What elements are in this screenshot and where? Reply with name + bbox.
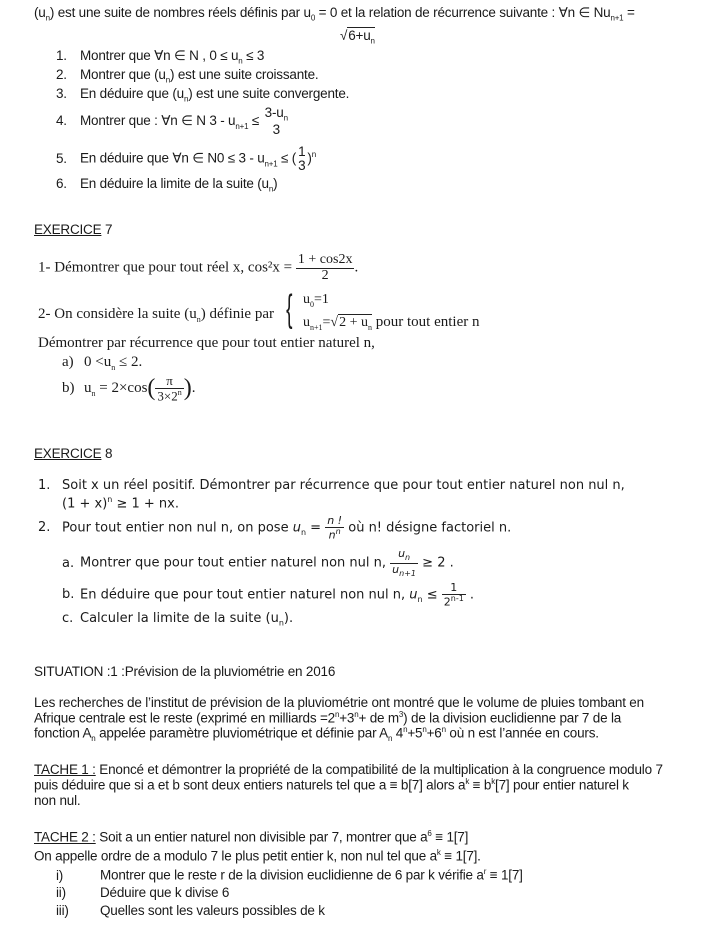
ex7-item-a <box>62 354 142 372</box>
text: u <box>409 587 418 603</box>
superscript: 3 <box>398 710 404 719</box>
text: = <box>306 520 326 536</box>
text: En déduire que pour tout entier naturel non nul n, <box>80 587 410 603</box>
subscript: n+1 <box>399 568 417 578</box>
tache1-line-2 <box>34 777 629 793</box>
numerator: 1 <box>442 582 466 595</box>
text: Calculer la limite de la suite (u <box>80 611 279 626</box>
ex7-title <box>34 222 112 237</box>
item-label: a. <box>62 555 75 571</box>
item-number: 2. <box>38 520 51 536</box>
subscript: n <box>165 75 170 85</box>
superscript: n <box>403 725 408 734</box>
denominator <box>442 595 466 608</box>
tache2-item-iii <box>56 903 325 918</box>
subscript: n <box>278 618 284 628</box>
text: =1 <box>314 292 329 307</box>
denominator: 2 <box>321 267 329 283</box>
text: ≡ 1[7]. <box>440 848 481 864</box>
intro-item-4 <box>56 106 290 137</box>
denominator: 3 <box>298 158 306 174</box>
text: ) <box>307 150 312 166</box>
intro-item-6 <box>56 176 277 194</box>
text: (1 + x) <box>62 496 108 512</box>
text: ). <box>283 611 294 626</box>
ex7-system-line-1 <box>303 292 329 309</box>
text: + de m <box>358 710 399 726</box>
text: . <box>465 587 475 603</box>
ex7-item-b: b) $u_n = 2\times\cos$( $\frac{\pi}{3\times 2^n}$ ). <box>62 373 196 403</box>
item-label: iii) <box>56 903 69 918</box>
subscript: n <box>368 322 373 332</box>
superscript: n <box>335 526 341 536</box>
text: puis déduire que si a et b sont deux entiers naturels tel que a ≡ b[7] alors a <box>34 777 466 793</box>
intro-sqrt <box>340 28 375 46</box>
superscript: n <box>422 725 427 734</box>
text: = <box>322 315 331 330</box>
intro-line-1 <box>34 5 635 23</box>
sqrt-icon: √ <box>340 28 348 43</box>
text: u <box>303 292 310 307</box>
text: ) de la division euclidienne par 7 de la <box>403 710 622 726</box>
denominator <box>155 389 183 403</box>
ex7-q1 <box>38 253 358 283</box>
fraction <box>325 515 344 541</box>
text: = 0 et la relation de récurrence suivante : ∀n ∈ Nu <box>315 5 611 20</box>
subscript: n+1 <box>310 322 323 332</box>
text: ≥ 2 . <box>418 555 454 571</box>
subscript: n <box>283 113 288 123</box>
subscript: 0 <box>310 299 314 309</box>
superscript: n-1 <box>450 593 464 603</box>
subscript: n <box>300 527 307 537</box>
text: +5 <box>407 725 423 741</box>
text: ) est une suite convergente. <box>188 86 350 101</box>
superscript: n <box>354 710 359 719</box>
text: 2 <box>443 595 451 609</box>
ex7-recurrence-text: Démontrer par récurrence que pour tout entier naturel n, <box>38 335 375 351</box>
ex7-q2 <box>38 306 274 324</box>
brace-icon: { <box>286 288 293 330</box>
denominator <box>390 564 418 579</box>
sqrt-radicand <box>338 314 372 330</box>
text: ≡ 1[7] <box>486 867 523 883</box>
text: Quelles sont les valeurs possibles de k <box>100 903 325 918</box>
item-label: a) <box>62 354 74 370</box>
item-number: 4. <box>56 113 67 129</box>
fraction <box>442 582 466 608</box>
ex8-q2 <box>38 515 511 541</box>
item-number: 1. <box>38 478 51 493</box>
heading: EXERCICE <box>34 222 102 237</box>
ex8-item-c <box>62 611 293 628</box>
item-number: 5. <box>56 150 67 166</box>
text: En déduire la limite de la suite (u <box>80 176 269 191</box>
fraction <box>390 548 418 578</box>
text: n <box>328 528 336 542</box>
superscript: k <box>465 777 470 786</box>
item-number: 3. <box>56 86 67 101</box>
ex8-title <box>34 446 112 461</box>
sqrt-icon: √ <box>330 315 339 330</box>
text: [7] pour entier naturel k <box>495 777 629 793</box>
tache2-line-1 <box>34 829 468 845</box>
tache2-item-ii <box>56 885 229 900</box>
superscript: r <box>483 867 487 876</box>
ex8-q1-line2 <box>62 495 179 511</box>
text: ≤ 2. <box>115 354 143 370</box>
text: +3 <box>339 710 355 726</box>
text: 1- Démontrer que pour tout réel x, cos²x = <box>38 259 296 276</box>
denominator: 3 <box>272 122 280 138</box>
text: ≤ <box>248 113 263 129</box>
superscript: n <box>441 725 446 734</box>
text: (u <box>34 5 46 20</box>
situation-title: SITUATION :1 :Prévision de la pluviométrie en 2016 <box>34 664 336 679</box>
text: fonction A <box>34 725 92 741</box>
superscript: n <box>177 387 182 397</box>
ex7-system-line-2 <box>303 314 480 332</box>
subscript: n <box>91 388 96 398</box>
text: Enoncé et démontrer la propriété de la compatibilité de la multiplication à la congruence modulo 7 <box>95 762 663 777</box>
item-label: ii) <box>56 885 66 900</box>
item-number: 1. <box>56 48 67 63</box>
text: Pour tout entier non nul n, on pose <box>62 520 293 536</box>
subscript: n <box>268 184 274 194</box>
heading-number: 8 <box>101 446 113 461</box>
ex8-item-a <box>62 548 454 578</box>
subscript: n <box>196 315 201 324</box>
text: = 2×cos <box>95 379 148 396</box>
text: ≥ 1 + nx. <box>112 496 179 512</box>
heading: EXERCICE <box>34 446 102 461</box>
fraction <box>296 253 355 283</box>
situation-para-line-3 <box>34 725 599 743</box>
intro-item-3 <box>56 86 349 104</box>
fraction <box>296 145 307 173</box>
tache2-line-2 <box>34 848 481 864</box>
text: u <box>84 379 92 396</box>
text: u <box>392 562 400 576</box>
text: ) est une suite de nombres réels définis par u <box>49 5 311 20</box>
subscript: n+1 <box>235 121 249 131</box>
text: 6+u <box>348 28 371 43</box>
tache1-line-1 <box>34 762 663 777</box>
situation-para-line-1: Les recherches de l’institut de prévision de la pluviométrie ont montré que le volume de pluies tombant en <box>34 695 644 710</box>
text: u <box>292 520 301 536</box>
text: 4 <box>392 725 404 741</box>
text: = <box>623 5 635 20</box>
situation-para-line-2 <box>34 710 621 726</box>
numerator <box>390 548 418 564</box>
text: Soit a un entier naturel non divisible par 7, montrer que a <box>95 829 428 845</box>
heading-number: 7 <box>101 222 113 237</box>
item-label: b) <box>62 379 75 396</box>
subscript: 0 <box>310 13 316 23</box>
text: +6 <box>426 725 442 741</box>
task-label: TACHE 2 : <box>34 829 96 845</box>
numerator: π <box>155 374 183 389</box>
subscript: n <box>238 56 243 66</box>
text: où n est l’année en cours. <box>445 725 599 741</box>
item-label: b. <box>62 587 75 603</box>
ex8-q1 <box>38 478 625 493</box>
text: 0 <u <box>84 354 112 370</box>
intro-item-5 <box>56 145 316 173</box>
tache2-item-i <box>56 867 523 883</box>
ex8-item-b <box>62 582 474 608</box>
text: 2- On considère la suite (u <box>38 306 197 322</box>
superscript: n <box>311 150 316 160</box>
subscript: n+1 <box>610 13 624 23</box>
subscript: n+1 <box>264 159 278 169</box>
superscript: n <box>334 710 340 719</box>
text: pour tout entier n <box>372 314 480 330</box>
item-number: 6. <box>56 176 67 191</box>
text: En déduire que (u <box>80 86 184 101</box>
subscript: n <box>45 13 50 23</box>
text: Montrer que le reste r de la division euclidienne de 6 par k vérifie a <box>100 867 484 883</box>
numerator: 1 <box>298 144 306 159</box>
text: u <box>398 547 406 560</box>
text: 2 + u <box>339 315 369 330</box>
superscript: k <box>491 777 496 786</box>
fraction <box>263 106 290 137</box>
text: u <box>303 315 310 330</box>
sqrt-radicand <box>347 27 375 46</box>
text: . <box>191 379 196 396</box>
superscript: 6 <box>427 829 432 838</box>
text: . <box>354 259 359 276</box>
text: Montrer que (u <box>80 67 166 82</box>
text: appelée paramètre pluviométrique et définie par A <box>95 725 388 741</box>
text: ≤ 3 <box>242 48 265 63</box>
text: En déduire que ∀n ∈ N0 ≤ 3 - u <box>80 150 265 166</box>
item-label: i) <box>56 867 64 883</box>
text: ) définie par <box>200 306 274 322</box>
text: Montrer que pour tout entier naturel non nul n, <box>80 555 391 571</box>
text: ≤ ( <box>277 150 297 166</box>
subscript: n <box>370 36 375 46</box>
numerator: 1 + cos2x <box>297 252 353 267</box>
subscript: n <box>417 594 423 604</box>
subscript: n <box>91 734 96 744</box>
subscript: n <box>183 94 189 104</box>
item-label: c. <box>62 611 74 626</box>
text: Soit x un réel positif. Démontrer par récurrence que pour tout entier naturel non nul n, <box>62 478 625 493</box>
text: Afrique centrale est le reste (exprimé en milliards =2 <box>34 710 335 726</box>
text: Montrer que : ∀n ∈ N 3 - u <box>80 113 236 129</box>
numerator: n ! <box>327 514 343 527</box>
text: ≡ b <box>469 777 492 793</box>
text: ) est une suite croissante. <box>170 67 319 82</box>
text: Déduire que k divise 6 <box>100 885 230 900</box>
item-number: 2. <box>56 67 67 82</box>
denominator <box>325 528 344 541</box>
text: ≤ <box>422 587 442 603</box>
subscript: n <box>111 363 116 372</box>
text: 3×2 <box>157 387 178 403</box>
task-label: TACHE 1 : <box>34 762 96 777</box>
text: ≡ 1[7] <box>431 829 469 845</box>
fraction <box>155 374 183 403</box>
intro-item-1 <box>56 48 264 66</box>
text: ) <box>273 176 278 191</box>
text: On appelle ordre de a modulo 7 le plus petit entier k, non nul tel que a <box>34 848 437 864</box>
numerator: 3-u <box>264 105 284 120</box>
text: où n! désigne factoriel n. <box>344 520 512 536</box>
intro-item-2 <box>56 67 318 85</box>
subscript: n <box>388 734 393 744</box>
subscript: n <box>405 553 411 563</box>
text: Montrer que ∀n ∈ N , 0 ≤ u <box>80 48 239 63</box>
tache1-line-3: non nul. <box>34 793 81 808</box>
superscript: k <box>436 848 441 857</box>
superscript: n <box>107 495 113 504</box>
